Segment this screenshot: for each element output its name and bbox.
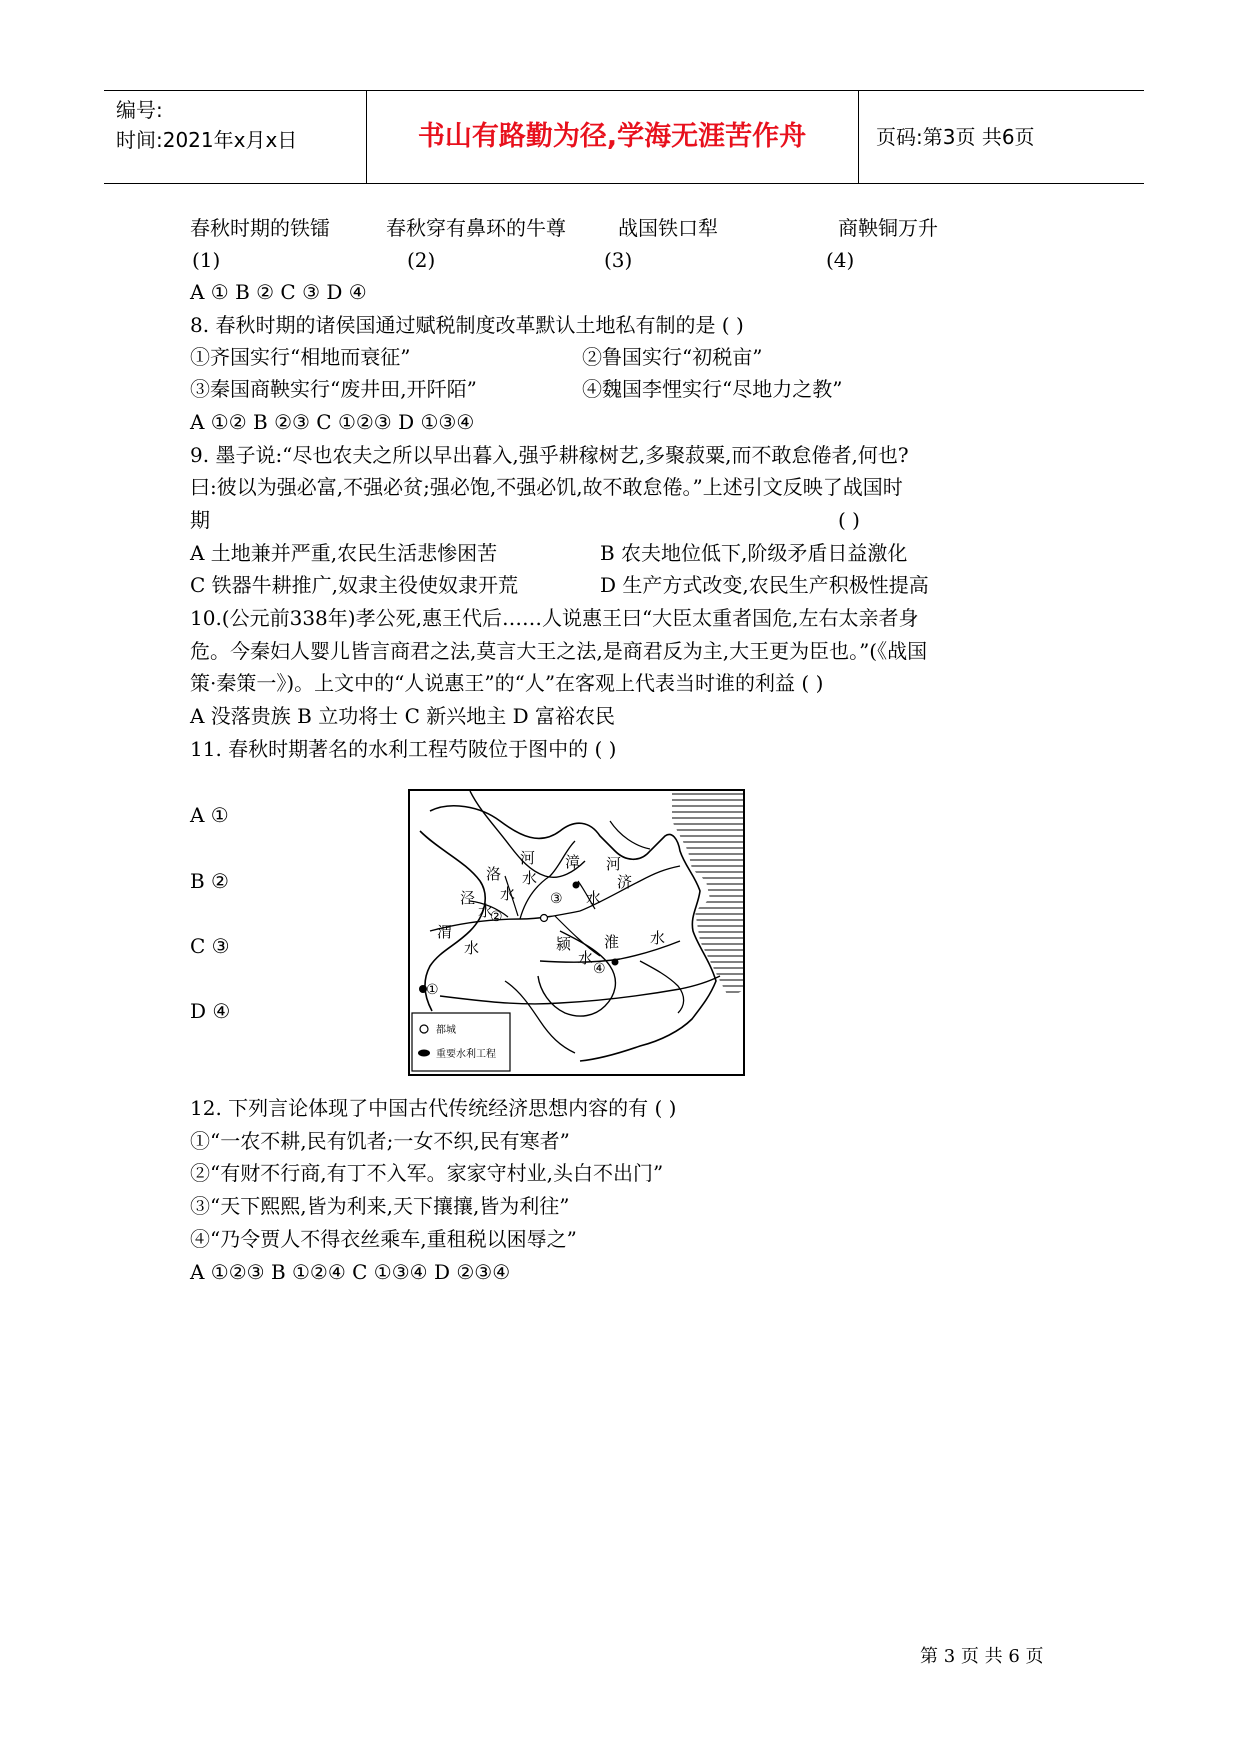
map-label: 颍 — [556, 935, 572, 953]
q7-caption-3: 战国铁口犁 — [618, 216, 718, 240]
q7-number-4: (4) — [826, 248, 855, 272]
q9-option-d: D 生产方式改变,农民生产积极性提高 — [600, 573, 929, 597]
q11-option-c: C ③ — [190, 934, 230, 958]
q12-item-4: ④“乃令贾人不得衣丝乘车,重租税以困辱之” — [190, 1227, 577, 1251]
q11-option-a: A ① — [190, 803, 229, 827]
sea-area — [672, 791, 743, 996]
map-label: 渭 — [437, 923, 453, 941]
map-label: 洛 — [486, 865, 502, 883]
q8-item-2: ②鲁国实行“初税亩” — [582, 345, 763, 369]
q10-line-1: 10.(公元前338年)孝公死,惠王代后……人说惠王曰“大臣太重者国危,左右太亲者身 — [190, 606, 919, 630]
q7-options: A ① B ② C ③ D ④ — [190, 280, 367, 304]
q8-item-4: ④魏国李悝实行“尽地力之教” — [582, 377, 843, 401]
q10-options: A 没落贵族 B 立功将士 C 新兴地主 D 富裕农民 — [190, 704, 615, 728]
map-label: 水 — [464, 939, 480, 957]
q7-caption-4: 商鞅铜万升 — [838, 216, 938, 240]
map-label: 水 — [578, 949, 594, 967]
legend-water-project-icon — [418, 1050, 430, 1057]
q8-options: A ①② B ②③ C ①②③ D ①③④ — [190, 410, 475, 434]
capital-marker — [612, 959, 619, 966]
map-label: 泾 — [460, 889, 476, 907]
q10-line-2: 危。今秦妇人婴儿皆言商君之法,莫言大王之法,是商君反为主,大王更为臣也。”(《战国 — [190, 639, 928, 663]
capital-marker — [541, 915, 548, 922]
header-page-label: 页码:第3页 共6页 — [876, 125, 1035, 149]
region-outline — [610, 821, 650, 849]
map-label: 水 — [500, 885, 516, 903]
q12-options: A ①②③ B ①②④ C ①③④ D ②③④ — [190, 1260, 511, 1284]
map-marker: ② — [490, 909, 503, 925]
q7-caption-1: 春秋时期的铁镭 — [190, 216, 330, 240]
map-label: 水 — [586, 889, 602, 907]
q11-option-d: D ④ — [190, 999, 231, 1023]
legend-capital-icon — [420, 1025, 428, 1033]
q9-option-c: C 铁器牛耕推广,奴隶主役使奴隶开荒 — [190, 573, 519, 597]
q9-option-a: A 土地兼并严重,农民生活悲惨困苦 — [190, 541, 498, 565]
map-marker: ④ — [593, 961, 606, 977]
region-outline — [505, 981, 575, 1053]
legend-capital-label: 都城 — [436, 1025, 456, 1036]
serial-label: 编号: — [116, 98, 163, 122]
q8-item-3: ③秦国商鞅实行“废井田,开阡陌” — [190, 377, 477, 401]
q12-item-1: ①“一农不耕,民有饥者;一女不织,民有寒者” — [190, 1129, 570, 1153]
region-outline — [640, 961, 684, 1013]
map-legend — [412, 1013, 510, 1071]
capital-marker — [573, 882, 580, 889]
q8-stem: 8. 春秋时期的诸侯国通过赋税制度改革默认土地私有制的是 ( ) — [190, 313, 744, 337]
q10-line-3: 策·秦策一》)。上文中的“人说惠王”的“人”在客观上代表当时谁的利益 ( ) — [190, 671, 824, 695]
header-divider — [858, 91, 859, 183]
q12-item-3: ③“天下熙熙,皆为利来,天下攘攘,皆为利往” — [190, 1194, 570, 1218]
q12-item-2: ②“有财不行商,有丁不入军。家家守村业,头白不出门” — [190, 1161, 664, 1185]
q7-number-2: (2) — [407, 248, 436, 272]
q9-answer-paren: ( ) — [838, 508, 860, 532]
q9-line-1: 9. 墨子说:“尽也农夫之所以早出暮入,强乎耕稼树艺,多聚菽粟,而不敢怠倦者,何也? — [190, 443, 909, 467]
q11-option-b: B ② — [190, 869, 229, 893]
map-marker: ③ — [550, 891, 563, 907]
q9-line-2: 曰:彼以为强必富,不强必贫;强必饱,不强必饥,故不敢怠倦。”上述引文反映了战国时 — [190, 475, 903, 499]
q11-stem: 11. 春秋时期著名的水利工程芍陂位于图中的 ( ) — [190, 737, 617, 761]
q8-item-1: ①齐国实行“相地而衰征” — [190, 345, 411, 369]
time-label: 时间:2021年x月x日 — [116, 128, 298, 152]
q7-caption-2: 春秋穿有鼻环的牛尊 — [386, 216, 566, 240]
q7-number-1: (1) — [192, 248, 221, 272]
q12-stem: 12. 下列言论体现了中国古代传统经济思想内容的有 ( ) — [190, 1096, 677, 1120]
map-label: 河 — [520, 849, 536, 867]
map-label: 济 — [617, 873, 633, 891]
map-marker: ① — [426, 982, 439, 998]
ancient-china-river-map — [408, 789, 745, 1076]
map-label: 水 — [650, 929, 666, 947]
header-left — [116, 95, 366, 155]
river-yangtze — [440, 976, 720, 1004]
header-motto: 书山有路勤为径,学海无涯苦作舟 — [417, 121, 807, 152]
map-label: 水 — [478, 902, 494, 920]
page-header — [104, 90, 1144, 184]
q9-option-b: B 农夫地位低下,阶级矛盾日益激化 — [600, 541, 908, 565]
map-label: 河 — [606, 855, 622, 873]
q7-number-3: (3) — [604, 248, 633, 272]
legend-water-project-label: 重要水利工程 — [436, 1049, 496, 1060]
map-label: 水 — [522, 869, 538, 887]
page-footer: 第 3 页 共 6 页 — [920, 1646, 1044, 1667]
map-label: 淮 — [604, 933, 620, 951]
q9-line-3: 期 — [190, 508, 210, 532]
map-label: 漳 — [565, 853, 581, 871]
map-drawing — [410, 791, 743, 1074]
